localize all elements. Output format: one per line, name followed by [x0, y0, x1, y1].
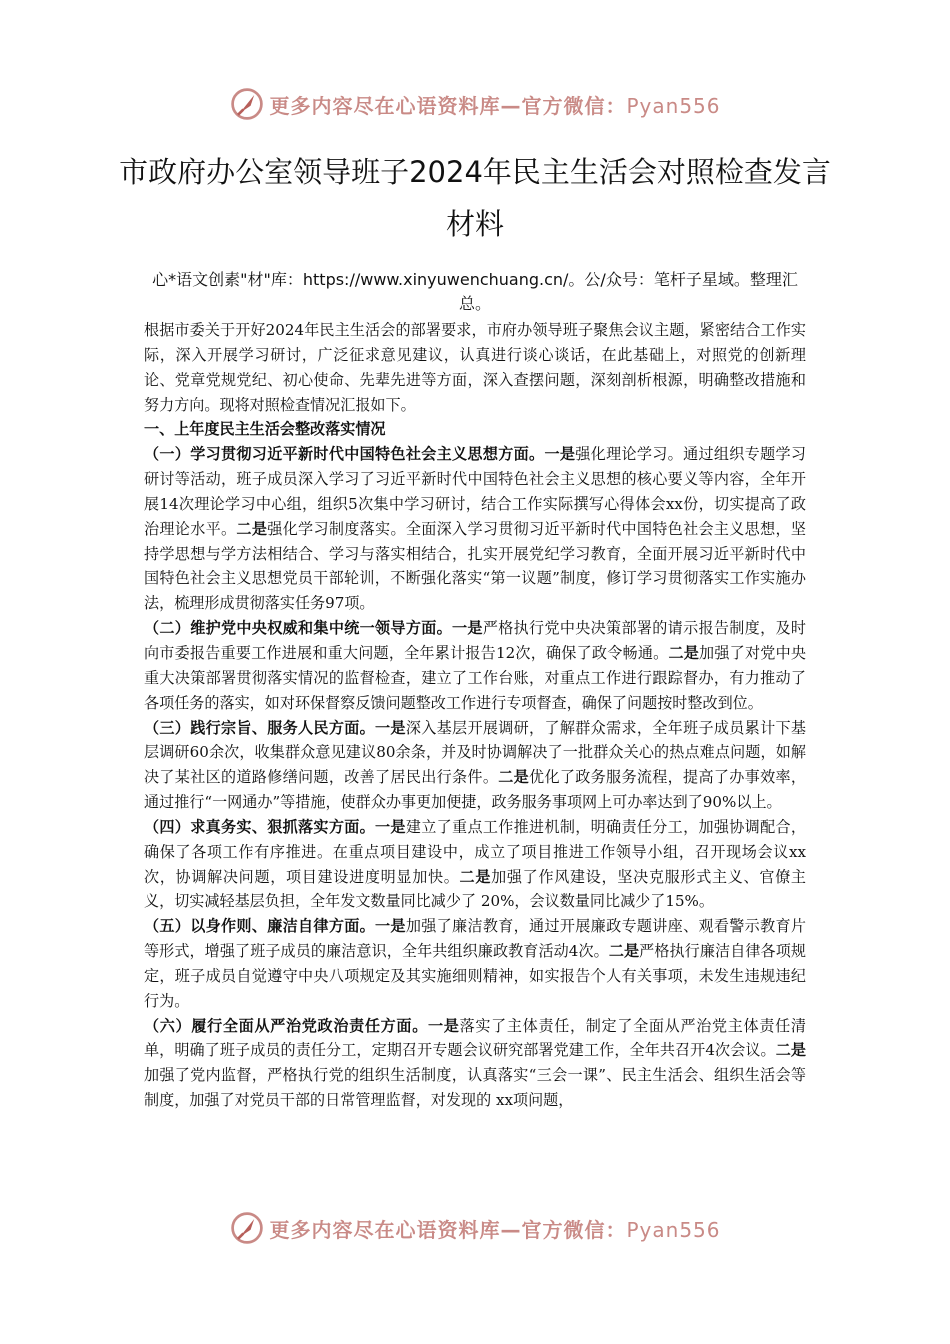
intro-paragraph: 根据市委关于开好2024年民主生活会的部署要求，市府办领导班子聚焦会议主题，紧密结合工作实际，深入开展学习研讨，广泛征求意见建议，认真进行谈心谈话，在此基础上，对照党的创新理论、党章党规党纪、初心使命、先辈先进等方面，深入查摆问题，深刻剖析根源，明确整改措施和努力方向。现将对照检查情况汇报如下。	[144, 321, 806, 414]
item-heading: （二）维护党中央权威和集中统一领导方面。	[144, 619, 453, 638]
source-credit-line: 心*语文创素"材"库：https://www.xinyuwenchuang.cn/。公/众号：笔杆子星域。整理汇总。	[152, 270, 798, 313]
header-watermark-banner	[0, 82, 950, 126]
banner-text: 更多内容尽在心语资料库—官方微信：	[269, 1217, 627, 1242]
item-heading: （五）以身作则、廉洁自律方面。	[144, 917, 376, 936]
banner-text: 更多内容尽在心语资料库—官方微信：	[269, 93, 627, 118]
item-heading: （一）学习贯彻习近平新时代中国特色社会主义思想方面。	[144, 445, 545, 464]
item-heading: （三）践行宗旨、服务人民方面。	[144, 718, 376, 737]
banner-wechat-id: Pyan556	[626, 93, 721, 118]
list-item: （一）学习贯彻习近平新时代中国特色社会主义思想方面。一是强化理论学习。通过组织专题学习研讨等活动，班子成员深入学习了习近平新时代中国特色社会主义思想的核心要义等内容，全年开展14次理论学习中心组，组织5次集中学习研讨，结合工作实际撰写心得体会xx份，切实提高了政治理论水平。二是强化学习制度落实。全面深入学习贯彻习近平新时代中国特色社会主义思想，坚持学思想与学方法相结合、学习与落实相结合，扎实开展党纪学习教育，全面开展习近平新时代中国特色社会主义思想党员干部轮训，不断强化落实“第一议题”制度，修订学习贯彻落实工作实施办法，梳理形成贯彻落实任务97项。	[144, 445, 806, 613]
item-heading: （六）履行全面从严治党政治责任方面。	[144, 1016, 428, 1035]
pen-feather-logo-icon	[229, 86, 265, 122]
document-body	[144, 318, 806, 1113]
list-item: （六）履行全面从严治党政治责任方面。一是落实了主体责任，制定了全面从严治党主体责任清单，明确了班子成员的责任分工，定期召开专题会议研究部署党建工作，全年共召开4次会议。二是加强了党内监督，严格执行党的组织生活制度，认真落实“三会一课”、民主生活会、组织生活会等制度，加强了对党员干部的日常管理监督，对发现的 xx项问题，	[144, 1016, 806, 1110]
item-heading: （四）求真务实、狠抓落实方面。	[144, 817, 376, 836]
footer-watermark-banner	[0, 1206, 950, 1250]
list-item: （二）维护党中央权威和集中统一领导方面。一是严格执行党中央决策部署的请示报告制度，及时向市委报告重要工作进展和重大问题，全年累计报告12次，确保了政令畅通。二是加强了对党中央重大决策部署贯彻落实情况的监督检查，建立了工作台账，对重点工作进行跟踪督办，有力推动了各项任务的落实，如对环保督察反馈问题整改工作进行专项督查，确保了问题按时整改到位。	[144, 619, 806, 712]
list-item: （四）求真务实、狠抓落实方面。一是建立了重点工作推进机制，明确责任分工，加强协调配合，确保了各项工作有序推进。在重点项目建设中，成立了项目推进工作领导小组，召开现场会议xx次，协调解决问题，项目建设进度明显加快。二是加强了作风建设，坚决克服形式主义、官僚主义，切实减轻基层负担，全年发文数量同比减少了 20%，会议数量同比减少了15%。	[144, 817, 806, 911]
section-heading: 一、上年度民主生活会整改落实情况	[144, 420, 386, 439]
list-item: （五）以身作则、廉洁自律方面。一是加强了廉洁教育，通过开展廉政专题讲座、观看警示教育片等形式，增强了班子成员的廉洁意识，全年共组织廉政教育活动4次。二是严格执行廉洁自律各项规定，班子成员自觉遵守中央八项规定及其实施细则精神，如实报告个人有关事项，未发生违规违纪行为。	[144, 917, 806, 1010]
pen-feather-logo-icon	[229, 1210, 265, 1246]
document-title: 市政府办公室领导班子2024年民主生活会对照检查发言材料	[119, 155, 831, 241]
list-item: （三）践行宗旨、服务人民方面。一是深入基层开展调研，了解群众需求，全年班子成员累计下基层调研60余次，收集群众意见建议80余条，并及时协调解决了一批群众关心的热点难点问题，如解决了某社区的道路修缮问题，改善了居民出行条件。二是优化了政务服务流程，提高了办事效率，通过推行“一网通办”等措施，使群众办事更加便捷，政务服务事项网上可办率达到了90%以上。	[144, 718, 806, 812]
banner-wechat-id: Pyan556	[626, 1217, 721, 1242]
